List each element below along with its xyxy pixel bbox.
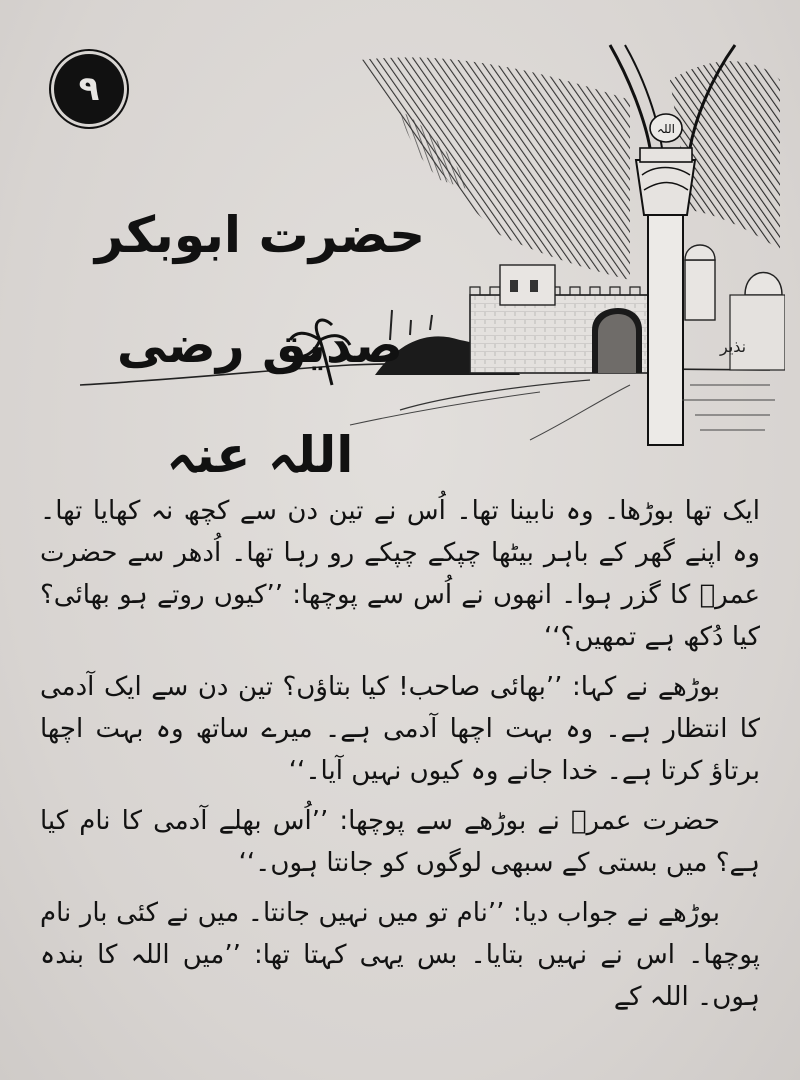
story-paragraph-1: ایک تھا بوڑھا۔ وہ نابینا تھا۔ اُس نے تین دن سے کچھ نہ کھایا تھا۔ وہ اپنے گھر کے باہر بیٹھا چپکے چپکے رو رہا تھا۔ اُدھر سے حضرت عمرؓ کا گزر ہوا۔ انھوں نے اُس سے پوچھا: ’’کیوں روتے ہو بھائی؟ کیا دُکھ ہے تمھیں؟‘‘ xyxy=(40,496,760,652)
story-paragraph-3: حضرت عمرؓ نے بوڑھے سے پوچھا: ’’اُس بھلے آدمی کا نام کیا ہے؟ میں بستی کے سبھی لوگوں کو جانتا ہوں۔‘‘ xyxy=(40,806,760,878)
story-text xyxy=(40,490,760,1050)
story-paragraph-2: بوڑھے نے کہا: ’’بھائی صاحب! کیا بتاؤں؟ تین دن سے ایک آدمی کا انتظار ہے۔ وہ بہت اچھا آدمی ہے۔ میرے ساتھ وہ بہت اچھا برتاؤ کرتا ہے۔ خدا جانے وہ کیوں نہیں آیا۔‘‘ xyxy=(40,672,760,786)
page-number: ۹ xyxy=(78,69,100,109)
dome-inscription: اللہ xyxy=(657,122,675,136)
artist-signature: نذیر xyxy=(720,337,747,356)
story-paragraph-4: بوڑھے نے جواب دیا: ’’نام تو میں نہیں جانتا۔ میں نے کئی بار نام پوچھا۔ اس نے نہیں بتایا۔ بس یہی کہتا تھا: ’’میں اللہ کا بندہ ہوں۔ اللہ کے xyxy=(40,898,760,1012)
page-title: حضرت ابوبکر صدیق رضی اللہ عنہ xyxy=(94,206,426,484)
